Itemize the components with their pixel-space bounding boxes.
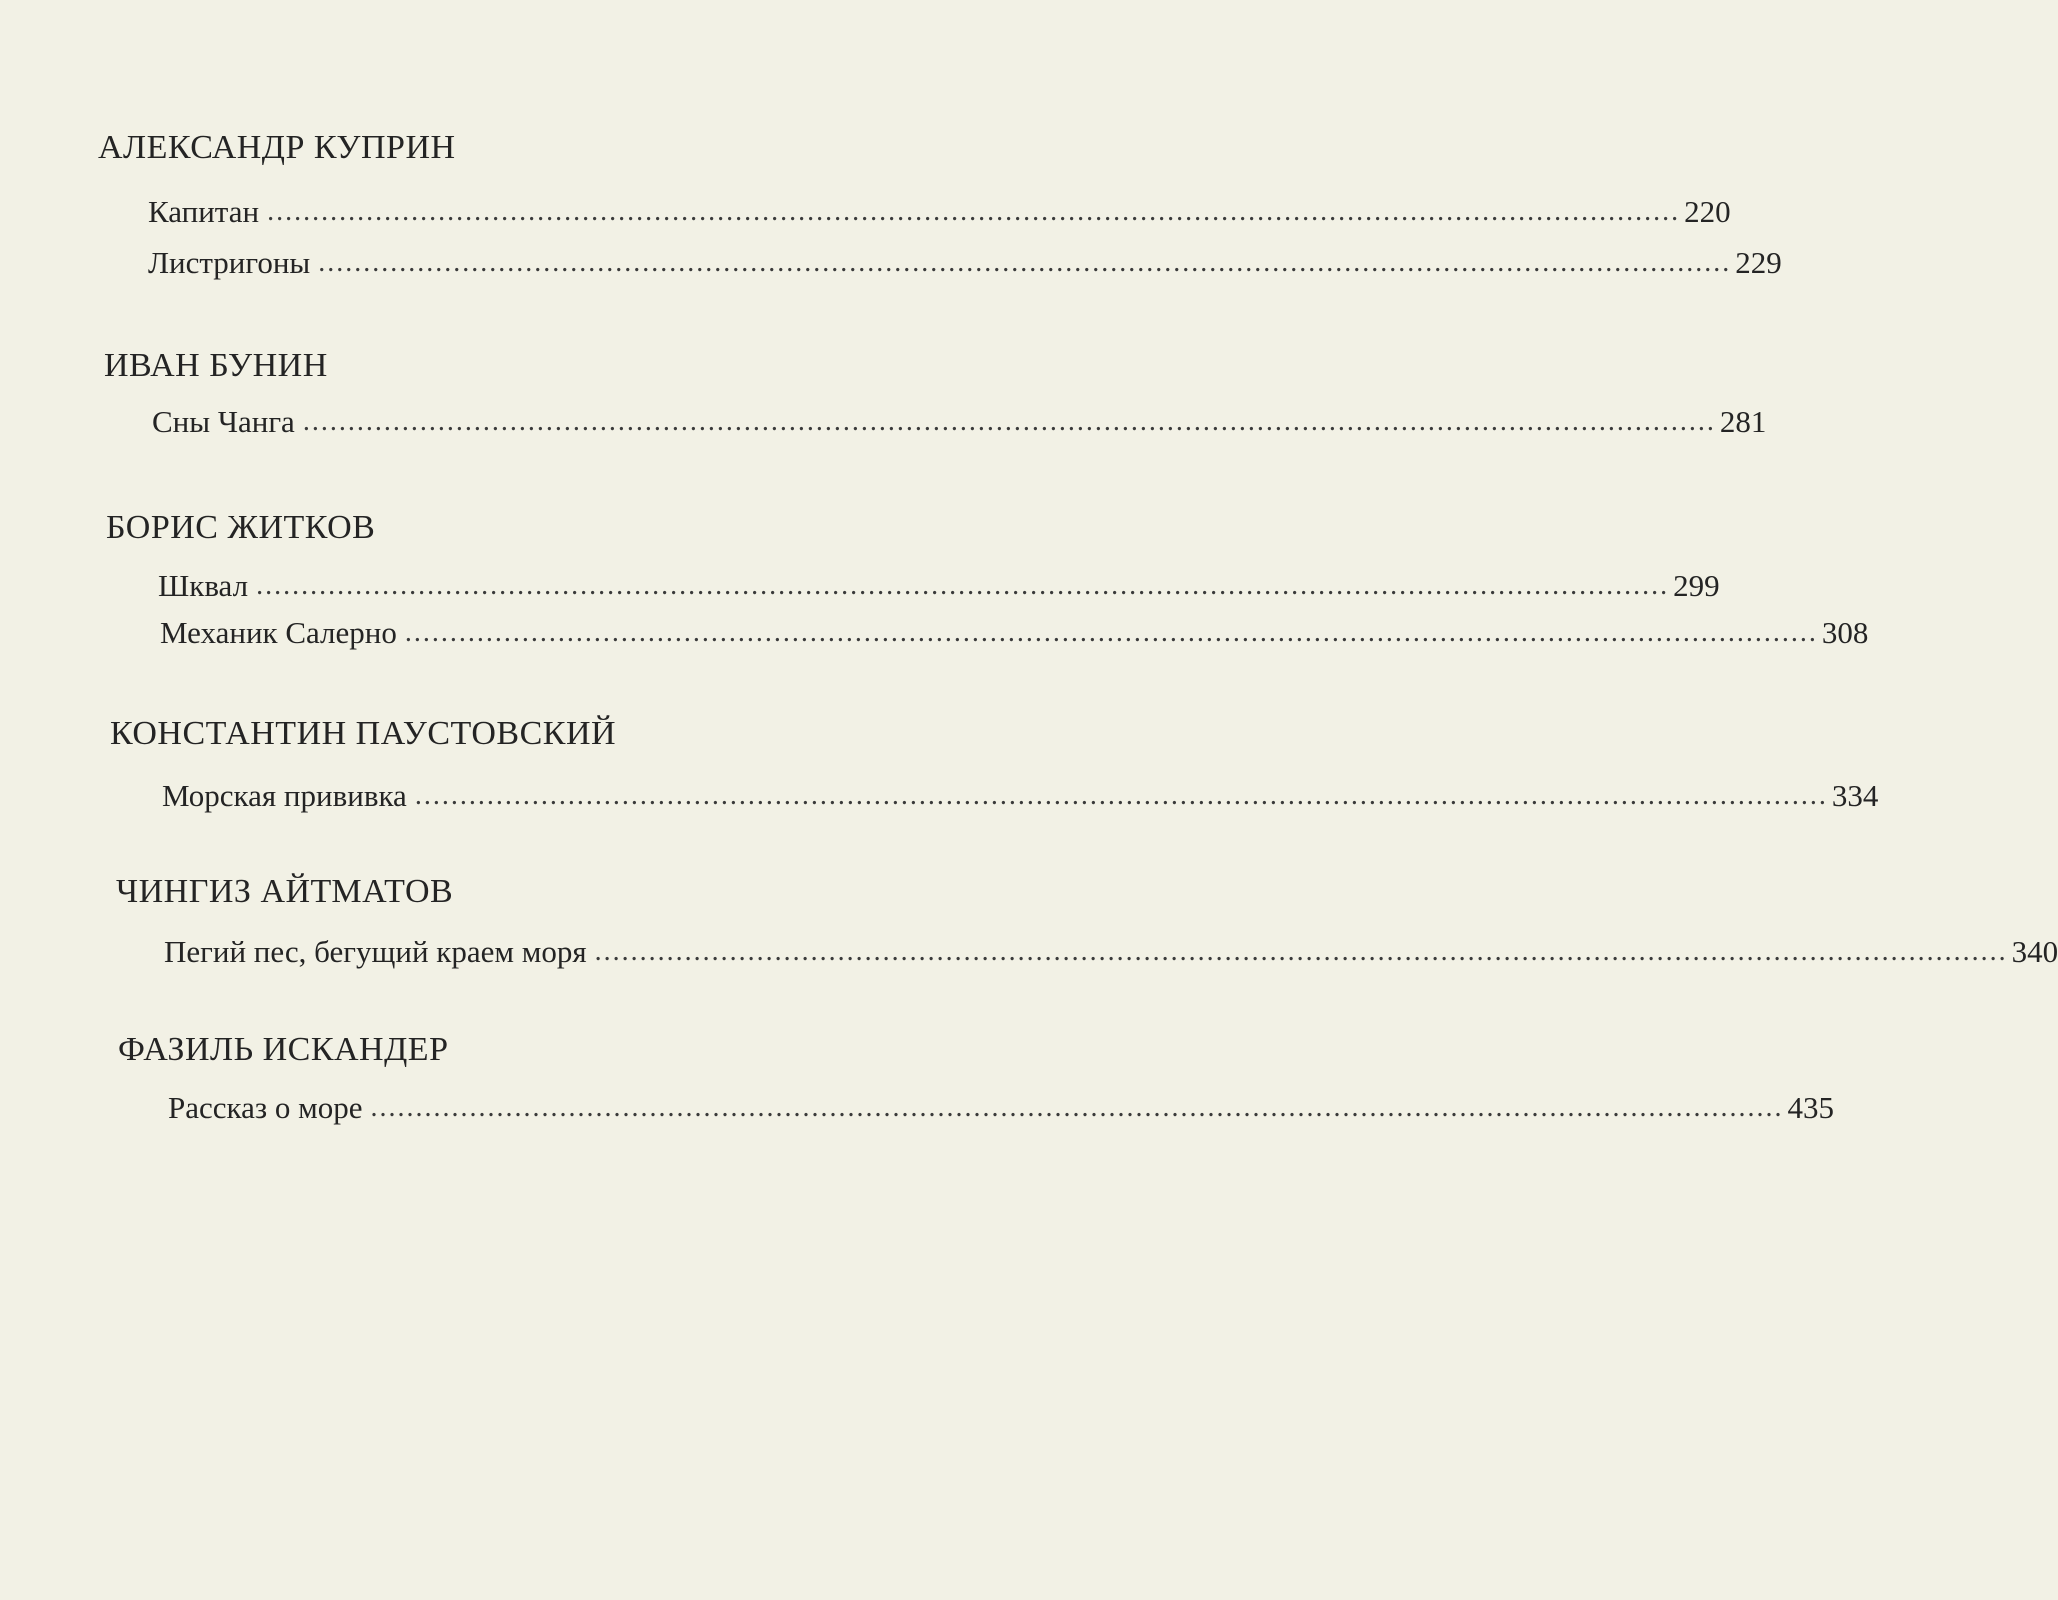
author-heading: ФАЗИЛЬ ИСКАНДЕР — [118, 1031, 449, 1068]
dot-leader: ............................................................................................................................................................. — [318, 247, 1732, 278]
author-heading: КОНСТАНТИН ПАУСТОВСКИЙ — [110, 715, 617, 752]
entry-title: Сны Чанга — [152, 404, 295, 439]
entry-title: Шквал — [158, 568, 249, 603]
entry-title: Рассказ о море — [168, 1090, 363, 1125]
dot-leader: ............................................................................................................................................................. — [404, 617, 1818, 648]
entry-title: Пегий пес, бегущий краем моря — [164, 934, 587, 969]
dot-leader: ............................................................................................................................................................. — [256, 570, 1670, 601]
toc-entry[interactable] — [148, 192, 1731, 232]
toc-entry[interactable] — [158, 566, 1720, 606]
author-heading: ИВАН БУНИН — [104, 347, 328, 384]
toc-entry[interactable] — [168, 1088, 1834, 1128]
page-number: 308 — [1821, 615, 1869, 650]
page-number: 220 — [1684, 194, 1731, 229]
entry-title: Морская прививка — [162, 778, 407, 813]
author-heading: АЛЕКСАНДР КУПРИН — [98, 129, 456, 166]
page-number: 281 — [1719, 404, 1767, 439]
dot-leader: ............................................................................................................................................................. — [267, 196, 1681, 227]
page-number: 435 — [1787, 1090, 1834, 1125]
entry-title: Листригоны — [148, 245, 311, 280]
toc-entry[interactable] — [148, 243, 1782, 283]
dot-leader: ............................................................................................................................................................. — [414, 780, 1828, 811]
toc-entry[interactable] — [162, 776, 1879, 816]
entry-title: Капитан — [148, 194, 260, 229]
page-number: 299 — [1673, 568, 1720, 603]
entry-title: Механик Салерно — [160, 615, 397, 650]
page-number: 340 — [2011, 934, 2058, 969]
page-number: 334 — [1831, 778, 1879, 813]
author-heading: БОРИС ЖИТКОВ — [106, 509, 376, 546]
toc-entry[interactable] — [160, 613, 1869, 653]
dot-leader: ............................................................................................................................................................. — [302, 406, 1716, 437]
toc-entry[interactable] — [152, 402, 1767, 442]
author-heading: ЧИНГИЗ АЙТМАТОВ — [116, 873, 454, 910]
dot-leader: ............................................................................................................................................................. — [370, 1092, 1784, 1123]
page-number: 229 — [1735, 245, 1782, 280]
toc-entry[interactable] — [164, 932, 2058, 972]
dot-leader: ............................................................................................................................................................. — [594, 936, 2008, 967]
